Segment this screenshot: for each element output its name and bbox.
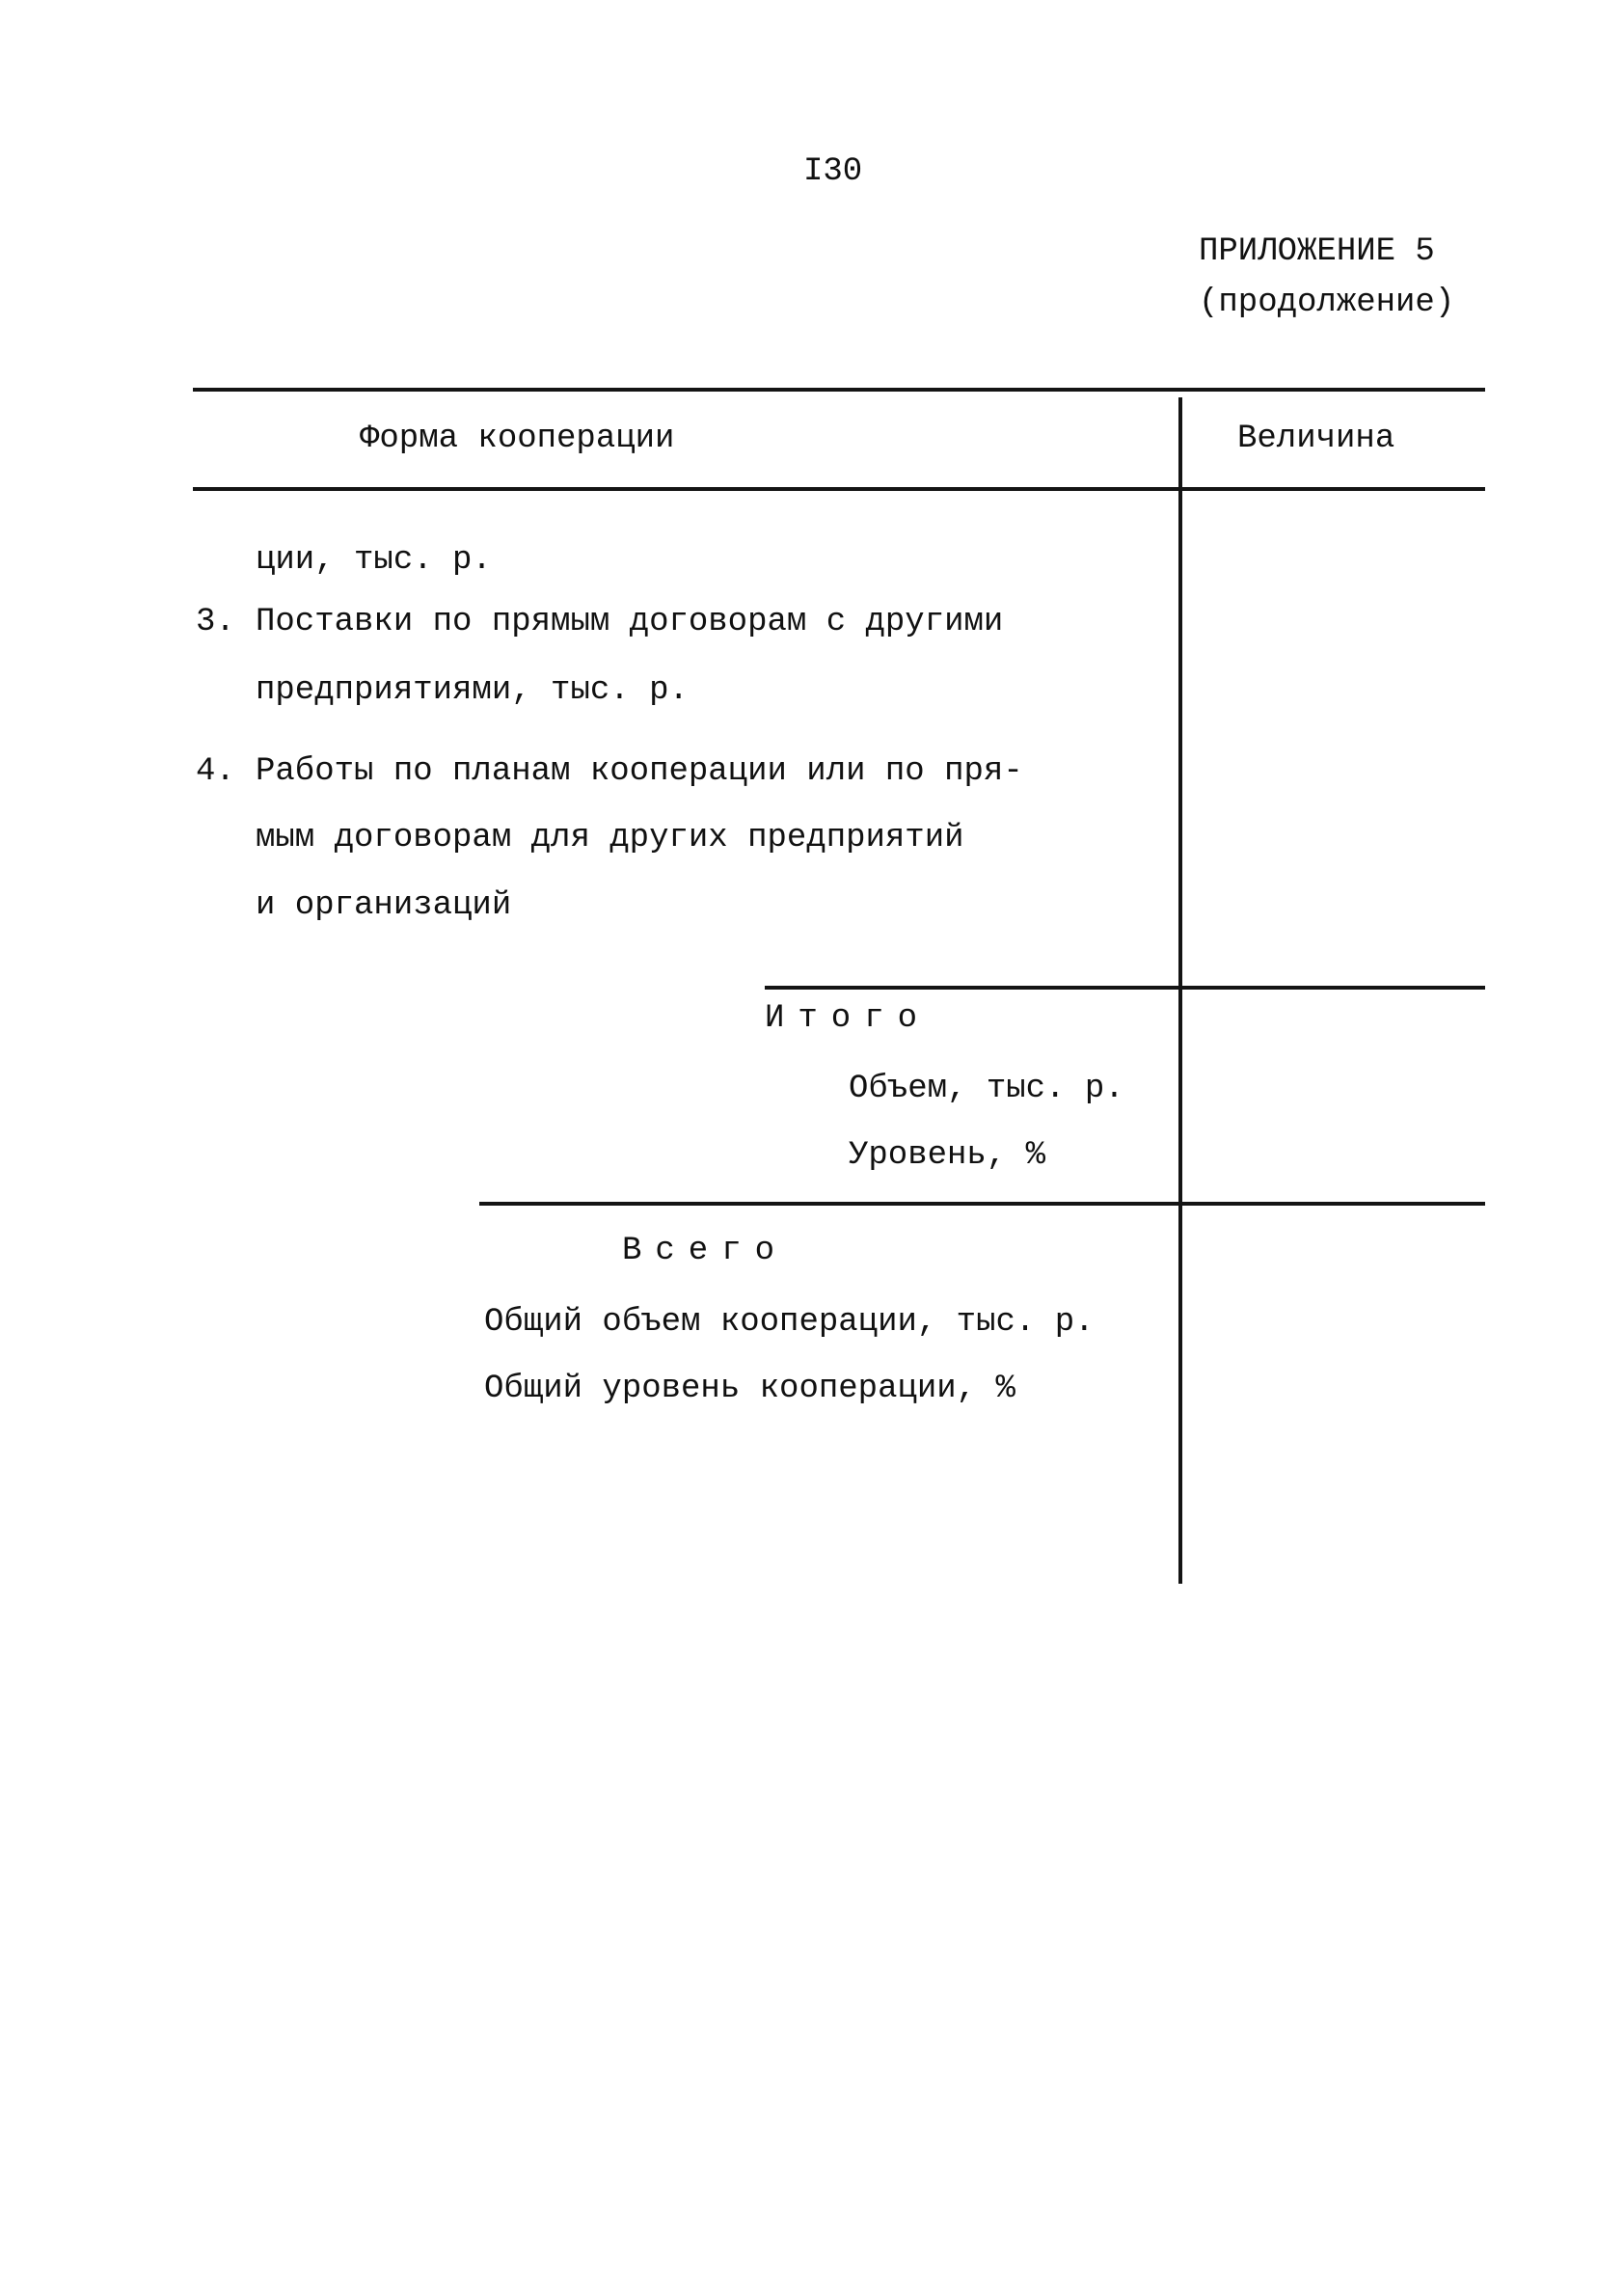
subtotal-volume: Объем, тыс. р. bbox=[849, 1071, 1124, 1107]
total-rule bbox=[479, 1202, 1485, 1206]
item-number-4: 4. bbox=[196, 753, 235, 790]
item-3-line-2: предприятиями, тыс. р. bbox=[256, 672, 689, 709]
subtotal-rule bbox=[765, 986, 1485, 990]
total-heading: Всего bbox=[622, 1233, 789, 1269]
item-number-3: 3. bbox=[196, 604, 235, 640]
appendix-note: (продолжение) bbox=[1199, 285, 1455, 321]
continuation-line: ции, тыс. р. bbox=[256, 542, 492, 579]
header-value: Величина bbox=[1237, 421, 1395, 457]
item-4-line-2: мым договорам для других предприятий bbox=[256, 820, 964, 856]
item-4-line-3: и организаций bbox=[256, 887, 512, 924]
item-4-line-1: Работы по планам кооперации или по пря- bbox=[256, 753, 1023, 790]
item-3-line-1: Поставки по прямым договорам с другими bbox=[256, 604, 1004, 640]
appendix-label: ПРИЛОЖЕНИЕ 5 bbox=[1199, 233, 1435, 270]
page-number: I30 bbox=[803, 153, 863, 190]
header-form: Форма кооперации bbox=[360, 421, 675, 457]
table-top-rule bbox=[193, 388, 1485, 392]
subtotal-level: Уровень, % bbox=[849, 1137, 1046, 1174]
total-level: Общий уровень кооперации, % bbox=[484, 1371, 1015, 1407]
total-volume: Общий объем кооперации, тыс. р. bbox=[484, 1304, 1095, 1341]
column-divider bbox=[1178, 397, 1182, 1584]
header-bottom-rule bbox=[193, 487, 1485, 491]
subtotal-heading: Итого bbox=[765, 1000, 932, 1037]
